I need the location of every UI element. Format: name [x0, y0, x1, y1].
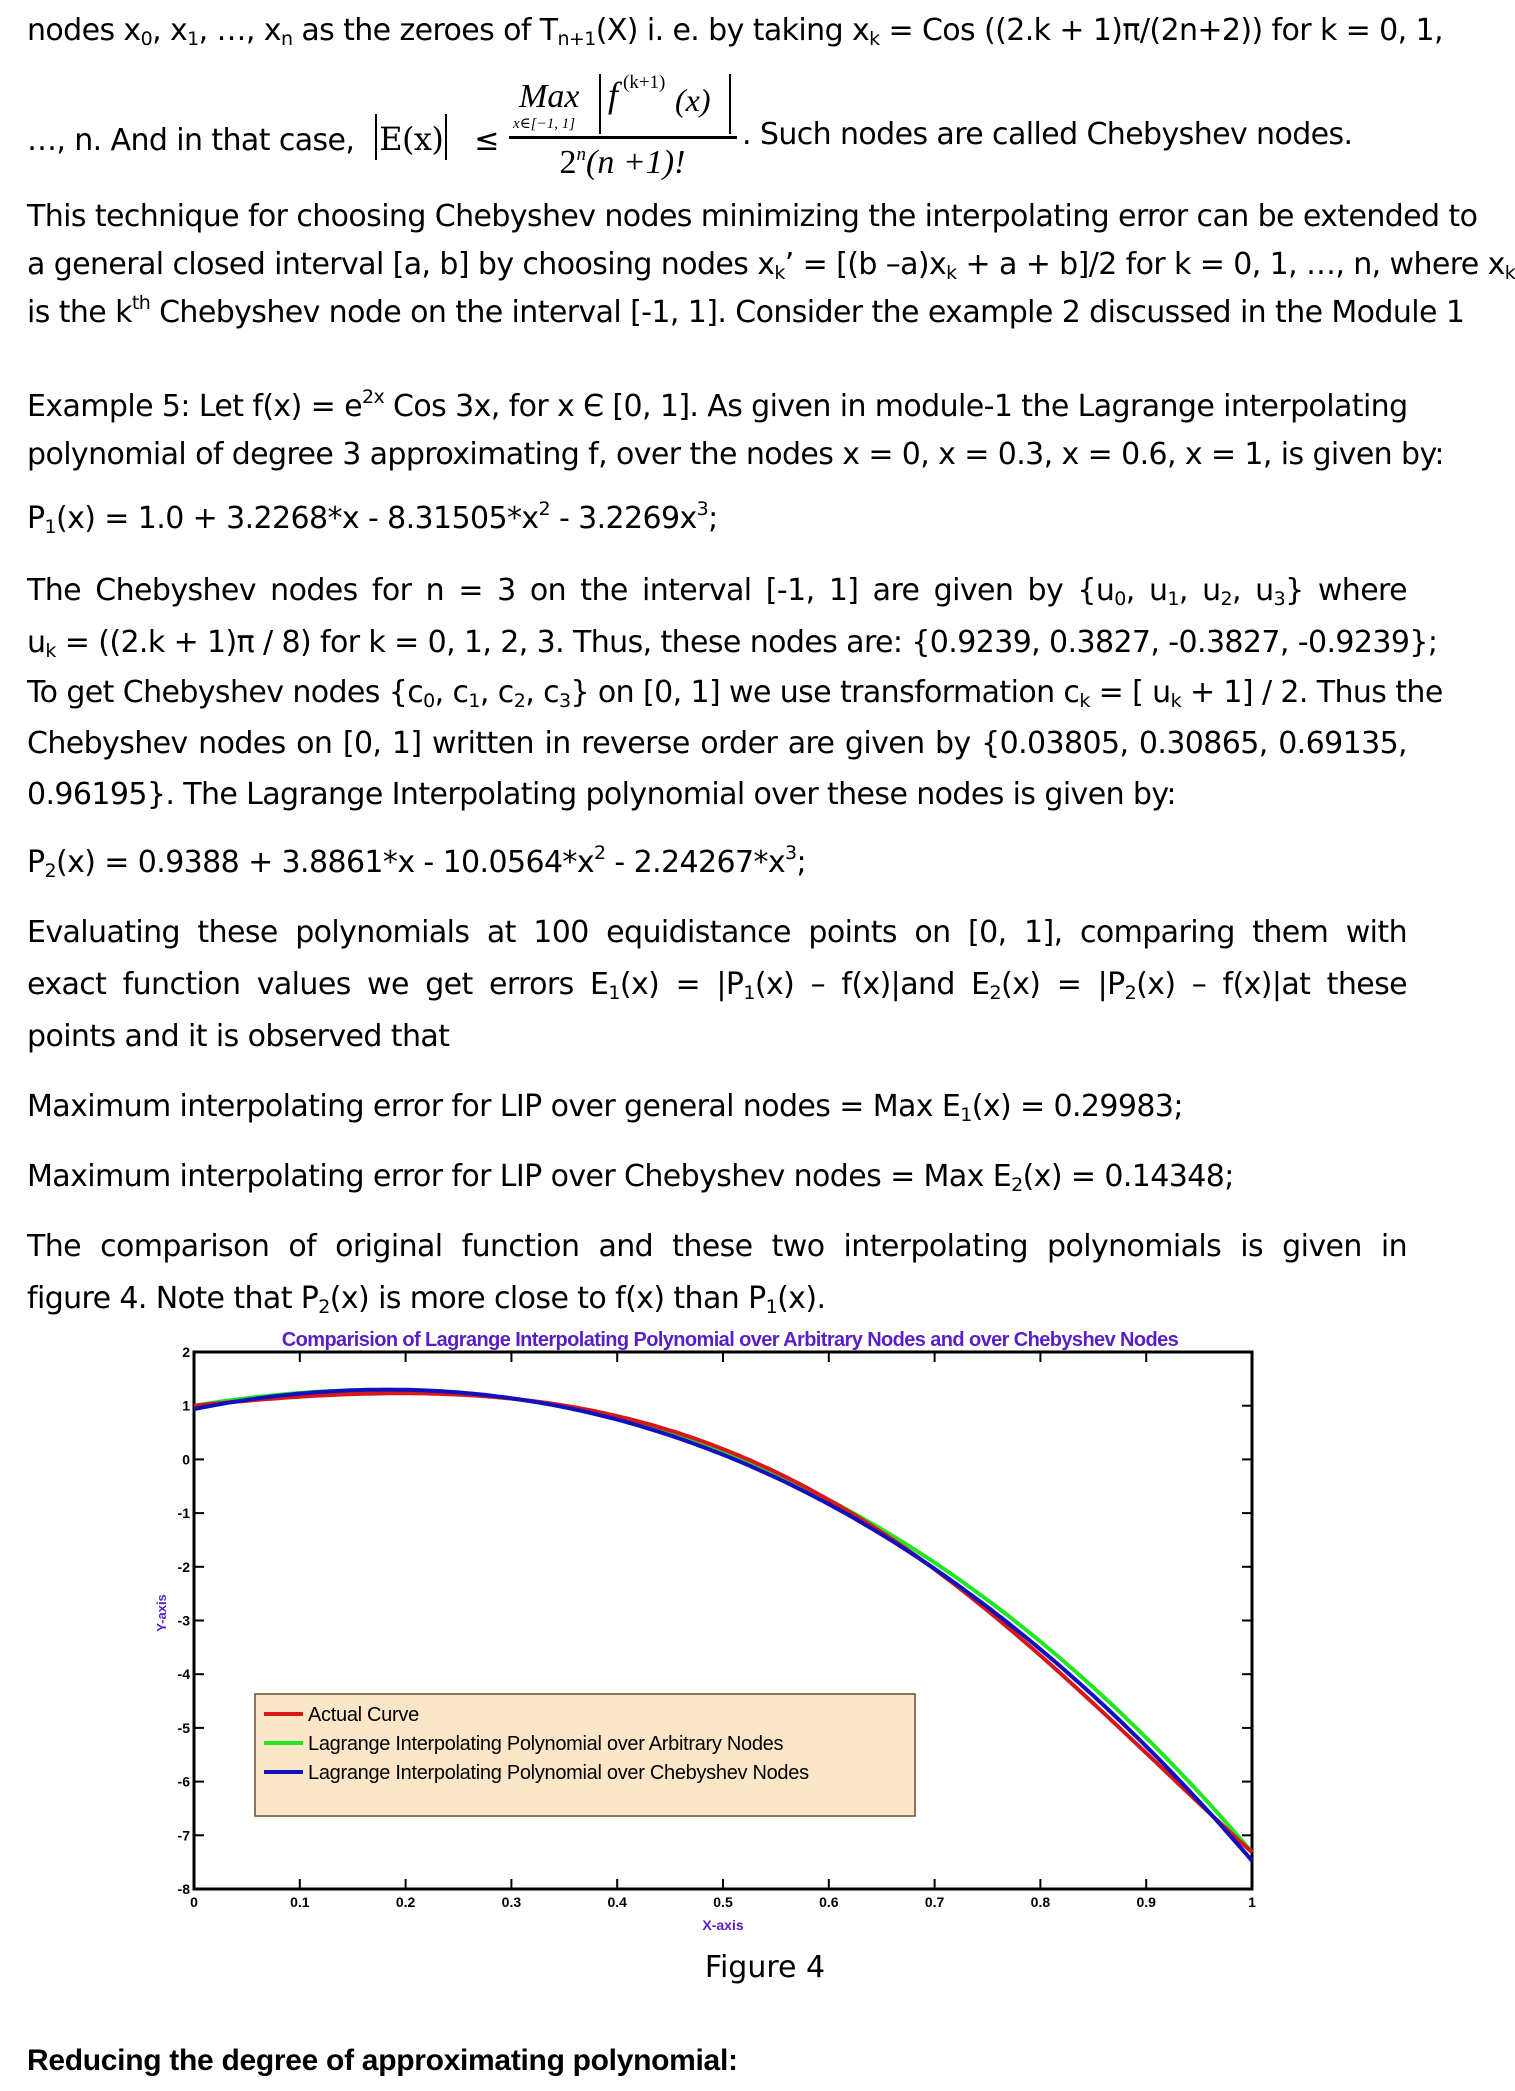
text-span: , u	[1125, 573, 1168, 608]
text-line	[27, 13, 1443, 50]
x-tick-label: 0.7	[924, 1894, 945, 1910]
text-span: ;	[796, 845, 807, 880]
text-span: nodes x	[27, 13, 141, 48]
text-line	[27, 1282, 1407, 1316]
math-text: E(x)	[379, 120, 444, 158]
text-span: (x) = |P	[619, 967, 744, 1002]
text-span: } on [0, 1] we use transformation c	[570, 675, 1080, 710]
math-text: 2	[559, 144, 577, 181]
x-tick-label: 0.2	[395, 1894, 416, 1910]
text-span: (x) is more close to f(x) than P	[329, 1281, 766, 1316]
text-span: ’ = [(b –a)x	[784, 247, 947, 282]
text-span: 0	[140, 28, 153, 50]
text-span: 2	[594, 842, 606, 864]
text-span: n	[280, 28, 293, 50]
x-tick-label: 1	[1248, 1894, 1256, 1910]
figure-caption: Figure 4	[704, 1950, 826, 1985]
text-span: k	[1170, 690, 1182, 712]
fraction-denominator	[505, 144, 740, 182]
text-span: 2	[989, 982, 1002, 1004]
text-span: 3	[558, 690, 571, 712]
x-tick-label: 0.9	[1136, 1894, 1156, 1910]
y-tick-label: -1	[177, 1505, 190, 1522]
text-line: . Such nodes are called Chebyshev nodes.	[742, 117, 1353, 152]
text-span: 2	[44, 860, 56, 882]
text-span: 0	[423, 690, 435, 712]
text-span: (x) – f(x)|at these	[1136, 967, 1407, 1002]
text-span: a general closed interval [a, b] by choosing nodes x	[27, 247, 775, 282]
x-tick-label: 0.3	[501, 1894, 522, 1910]
text-line: Evaluating these polynomials at 100 equidistance points on [0, 1], comparing them with	[27, 915, 1407, 950]
text-line	[27, 968, 1407, 1002]
chart-title: Comparision of Lagrange Interpolating Polynomial over Arbitrary Nodes and over Chebyshev Nodes	[281, 1329, 1179, 1351]
text-span: 2	[1220, 588, 1232, 610]
x-tick-label: 0.1	[290, 1894, 310, 1910]
text-line: Chebyshev nodes on [0, 1] written in reverse order are given by {0.03805, 0.30865, 0.69135,	[27, 726, 1407, 761]
text-span: u	[27, 625, 46, 660]
p2-equation	[27, 842, 1407, 882]
text-span: k	[1079, 690, 1090, 712]
text-span: (x) – f(x)|and E	[754, 967, 990, 1002]
max-error-general	[27, 1090, 1407, 1124]
text-span: as the zeroes of T	[292, 13, 558, 48]
text-span: 2x	[361, 386, 385, 408]
y-tick-label: 0	[182, 1451, 190, 1468]
text-span: Example 5: Let f(x) = e	[27, 389, 362, 424]
text-span: (x) = 0.29983;	[971, 1089, 1183, 1124]
math-text: f	[608, 75, 619, 115]
y-tick-label: -5	[177, 1719, 190, 1736]
text-span: (x) = |P	[1001, 967, 1125, 1002]
fraction-bar	[509, 136, 737, 139]
comparison-chart	[0, 1320, 1415, 1950]
text-span: 1	[187, 28, 199, 50]
text-span: 2	[538, 498, 551, 520]
x-tick-label: 0.4	[607, 1894, 627, 1910]
text-span: …, n. And in that case,	[27, 123, 355, 158]
legend-label: Actual Curve	[308, 1704, 419, 1726]
text-span: (x).	[777, 1281, 826, 1316]
text-line: 0.96195}. The Lagrange Interpolating polynomial over these nodes is given by:	[27, 777, 1176, 812]
legend-label: Lagrange Interpolating Polynomial over Arbitrary Nodes	[308, 1733, 784, 1755]
text-span: (x) = 0.9388 + 3.8861*x - 10.0564*x	[56, 845, 594, 880]
y-tick-label: -2	[177, 1558, 190, 1575]
y-tick-label: 2	[182, 1344, 190, 1360]
text-span: , u	[1178, 573, 1221, 608]
text-line	[27, 292, 1465, 330]
p1-equation	[27, 498, 1407, 538]
text-span: k	[946, 262, 957, 284]
text-span: (x) = 1.0 + 3.2268*x - 8.31505*x	[56, 501, 539, 536]
text-span: Maximum interpolating error for LIP over general nodes = Max E	[27, 1089, 961, 1124]
y-tick-label: -6	[177, 1773, 190, 1790]
text-span: , c	[434, 675, 469, 710]
text-span: Cos 3x, for x Є [0, 1]. As given in module-1 the Lagrange interpolating	[384, 389, 1408, 424]
text-span: Chebyshev node on the interval [-1, 1]. Consider the example 2 discussed in the Module 1	[150, 295, 1465, 330]
text-line	[27, 625, 1438, 662]
x-tick-label: 0	[190, 1894, 198, 1910]
text-span: 2	[513, 690, 526, 712]
y-tick-label: 1	[182, 1397, 190, 1414]
text-span: + a + b]/2 for k = 0, 1, …, n, where x	[956, 247, 1505, 282]
text-line: polynomial of degree 3 approximating f, over the nodes x = 0, x = 0.3, x = 0.6, x = 1, is given by:	[27, 437, 1444, 472]
text-span: k	[774, 262, 785, 284]
text-span: = ((2.k + 1)π / 8) for k = 0, 1, 2, 3. Thus, these nodes are: {0.9239, 0.3827, -0.3827, -0.9239};	[55, 625, 1438, 660]
abs-error-expression	[373, 120, 449, 158]
math-text: (x)	[675, 82, 711, 118]
legend	[255, 1694, 915, 1816]
text-span: ;	[708, 501, 718, 536]
text-line	[27, 574, 1407, 608]
text-span: figure 4. Note that P	[27, 1281, 319, 1316]
text-span: , c	[525, 675, 559, 710]
x-axis-label: X-axis	[702, 1917, 744, 1933]
legend-label: Lagrange Interpolating Polynomial over Chebyshev Nodes	[308, 1762, 809, 1784]
text-span: th	[131, 292, 151, 314]
math-text: Max	[519, 78, 580, 115]
text-span: 1	[44, 516, 56, 538]
text-span: 1	[1167, 588, 1179, 610]
text-span: n+1	[557, 28, 596, 50]
leq-symbol: ≤	[474, 123, 499, 158]
text-span: 3	[785, 842, 797, 864]
x-tick-label: 0.5	[713, 1894, 733, 1910]
text-span: P	[27, 501, 45, 536]
text-span: = [ u	[1089, 675, 1171, 710]
fraction-numerator	[505, 70, 740, 132]
text-span: k	[45, 640, 56, 662]
math-text: (k+1)	[623, 72, 666, 93]
text-span: - 2.24267*x	[605, 845, 786, 880]
y-tick-label: -4	[177, 1666, 190, 1683]
y-tick-label: -3	[177, 1612, 190, 1629]
text-span: 1	[743, 982, 755, 1004]
text-span: (x) = 0.14348;	[1022, 1159, 1234, 1194]
math-text: (n +1)!	[586, 144, 686, 181]
text-span: 1	[960, 1104, 972, 1126]
text-span: k	[1504, 262, 1515, 284]
y-tick-label: -7	[177, 1827, 190, 1844]
text-span: The Chebyshev nodes for n = 3 on the interval [-1, 1] are given by {u	[27, 573, 1115, 608]
text-span: , …, x	[198, 13, 281, 48]
math-text: x∈[−1, 1]	[513, 116, 576, 132]
section-heading: Reducing the degree of approximating polynomial:	[27, 2044, 738, 2077]
math-text: n	[576, 144, 587, 165]
text-line: points and it is observed that	[27, 1019, 450, 1054]
text-span: 2	[1011, 1174, 1023, 1196]
y-axis-label: Y-axis	[154, 1594, 169, 1632]
x-tick-label: 0.8	[1030, 1894, 1051, 1910]
text-line	[27, 114, 507, 160]
text-line	[27, 675, 1443, 712]
text-span: , x	[152, 13, 188, 48]
text-span: Maximum interpolating error for LIP over Chebyshev nodes = Max E	[27, 1159, 1012, 1194]
text-span: , u	[1231, 573, 1274, 608]
max-error-chebyshev	[27, 1160, 1407, 1194]
text-line	[27, 386, 1408, 424]
text-span: 2	[1124, 982, 1137, 1004]
text-line: This technique for choosing Chebyshev nodes minimizing the interpolating error can be extended to	[27, 199, 1478, 234]
text-span: To get Chebyshev nodes {c	[27, 675, 424, 710]
x-tick-label: 0.6	[819, 1894, 839, 1910]
text-span: (X) i. e. by taking x	[595, 13, 870, 48]
text-span: k	[869, 28, 880, 50]
axes	[178, 1344, 1257, 1910]
text-line	[27, 247, 1515, 284]
text-span: P	[27, 845, 45, 880]
text-span: - 3.2269x	[550, 501, 697, 536]
text-span: } where	[1285, 573, 1407, 608]
text-span: 1	[468, 690, 480, 712]
y-tick-label: -8	[177, 1881, 190, 1897]
text-span: = Cos ((2.k + 1)π/(2n+2)) for k = 0, 1,	[879, 13, 1443, 48]
text-line: The comparison of original function and these two interpolating polynomials is given in	[27, 1229, 1407, 1264]
text-span: exact function values we get errors E	[27, 967, 609, 1002]
text-span: 0	[1114, 588, 1126, 610]
text-span: 2	[318, 1296, 330, 1318]
text-span: 1	[765, 1296, 778, 1318]
text-span: 1	[608, 982, 620, 1004]
text-span: is the k	[27, 295, 132, 330]
text-span: + 1] / 2. Thus the	[1181, 675, 1443, 710]
text-span: , c	[479, 675, 514, 710]
text-span: 3	[696, 498, 709, 520]
text-span: 3	[1273, 588, 1286, 610]
